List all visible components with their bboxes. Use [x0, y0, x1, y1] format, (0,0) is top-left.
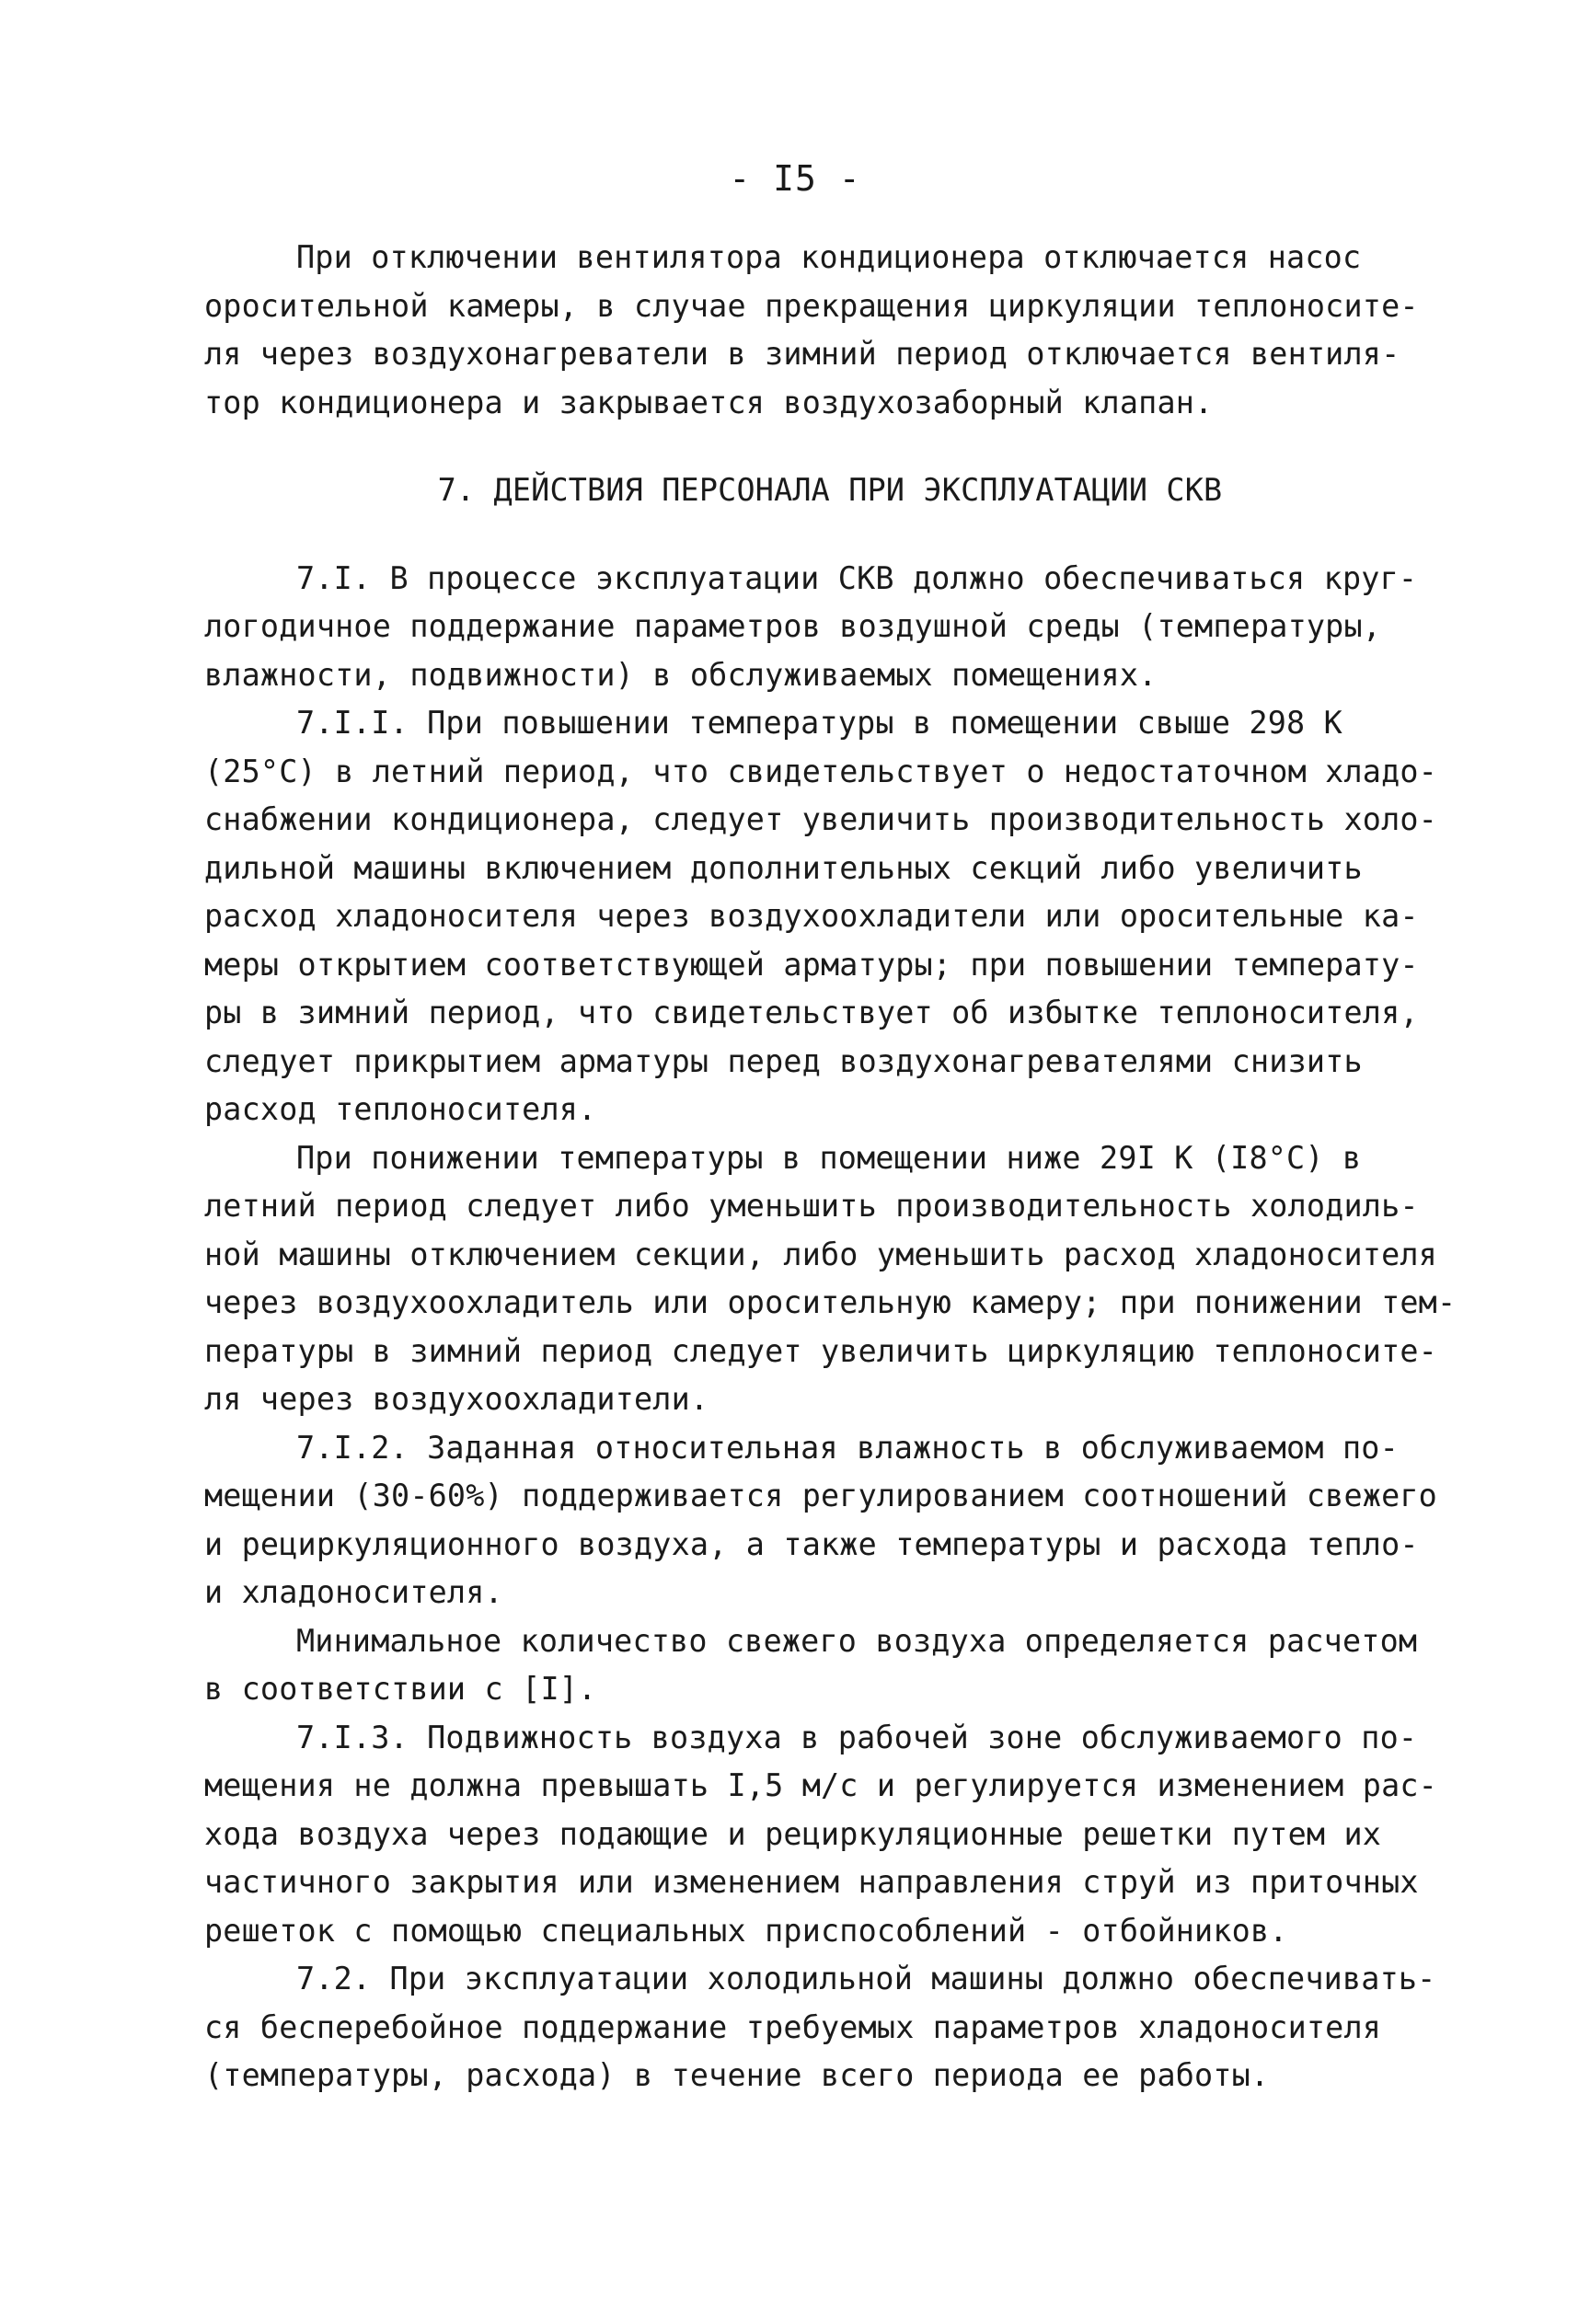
paragraph-line: тор кондиционера и закрывается воздухозаборный клапан.	[204, 384, 1214, 420]
paragraph-line: ля через воздухоохладители.	[204, 1381, 709, 1417]
paragraph-line: (25°С) в летний период, что свидетельствует о недостаточном хладо-	[204, 753, 1437, 789]
paragraph-line: Минимальное количество свежего воздуха определяется расчетом	[296, 1622, 1418, 1659]
paragraph-line: ся бесперебойное поддержание требуемых параметров хладоносителя	[204, 2008, 1382, 2045]
paragraph-line: (температуры, расхода) в течение всего периода ее работы.	[204, 2057, 1270, 2093]
paragraph-line: меры открытием соответствующей арматуры; при повышении температу-	[204, 946, 1419, 983]
section-heading: 7. ДЕЙСТВИЯ ПЕРСОНАЛА ПРИ ЭКСПЛУАТАЦИИ СКВ	[437, 472, 1223, 508]
paragraph-line: пературы в зимний период следует увеличить циркуляцию теплоносите-	[204, 1332, 1437, 1369]
document-body	[204, 234, 1457, 2100]
paragraph-line: При понижении температуры в помещении ниже 29I К (I8°С) в	[296, 1139, 1362, 1176]
paragraph-line: 7.I.3. Подвижность воздуха в рабочей зоне обслуживаемого по-	[296, 1719, 1418, 1755]
paragraph-line: 7.I.2. Заданная относительная влажность в обслуживаемом по-	[296, 1429, 1399, 1466]
paragraph-line: При отключении вентилятора кондиционера отключается насос	[296, 239, 1362, 275]
paragraph-line: оросительной камеры, в случае прекращения циркуляции теплоносите-	[204, 287, 1419, 324]
paragraph-line: логодичное поддержание параметров воздушной среды (температуры,	[204, 608, 1382, 644]
paragraph-line: и хладоносителя.	[204, 1574, 503, 1610]
paragraph-line: и рециркуляционного воздуха, а также температуры и расхода тепло-	[204, 1525, 1419, 1562]
paragraph-line: через воздухоохладитель или оросительную камеру; при понижении тем-	[204, 1284, 1457, 1320]
paragraph-line: снабжении кондиционера, следует увеличить производительность холо-	[204, 801, 1437, 837]
paragraph-line: частичного закрытия или изменением направления струй из приточных	[204, 1864, 1419, 1900]
paragraph-line: решеток с помощью специальных приспособлений - отбойников.	[204, 1912, 1288, 1949]
paragraph-line: следует прикрытием арматуры перед воздухонагревателями снизить	[204, 1042, 1363, 1079]
paragraph-line: хода воздуха через подающие и рециркуляционные решетки путем их	[204, 1815, 1382, 1852]
paragraph-line: ной машины отключением секции, либо уменьшить расход хладоносителя	[204, 1236, 1437, 1272]
paragraph-line: расход хладоносителя через воздухоохладители или оросительные ка-	[204, 898, 1419, 934]
paragraph-line: 7.2. При эксплуатации холодильной машины должно обеспечивать-	[296, 1961, 1436, 1996]
paragraph-line: ля через воздухонагреватели в зимний период отключается вентиля-	[204, 336, 1400, 372]
paragraph-line: влажности, подвижности) в обслуживаемых помещениях.	[204, 656, 1158, 693]
paragraph-line: 7.I.I. При повышении температуры в помещении свыше 298 К	[296, 705, 1342, 741]
paragraph-line: расход теплоносителя.	[204, 1091, 597, 1127]
paragraph-line: ры в зимний период, что свидетельствует об избытке теплоносителя,	[204, 995, 1419, 1030]
paragraph-line: мещения не должна превышать I,5 м/с и регулируется изменением рас-	[204, 1767, 1437, 1803]
paragraph-line: мещении (30-60%) поддерживается регулированием соотношений свежего	[204, 1478, 1437, 1513]
paragraph-line: 7.I. В процессе эксплуатации СКВ должно обеспечиваться круг-	[296, 559, 1418, 596]
paragraph-line: в соответствии с [I].	[204, 1671, 597, 1707]
paragraph-line: дильной машины включением дополнительных секций либо увеличить	[204, 849, 1363, 886]
paragraph-line: летний период следует либо уменьшить производительность холодиль-	[204, 1188, 1419, 1224]
page-number: - I5 -	[729, 158, 861, 199]
